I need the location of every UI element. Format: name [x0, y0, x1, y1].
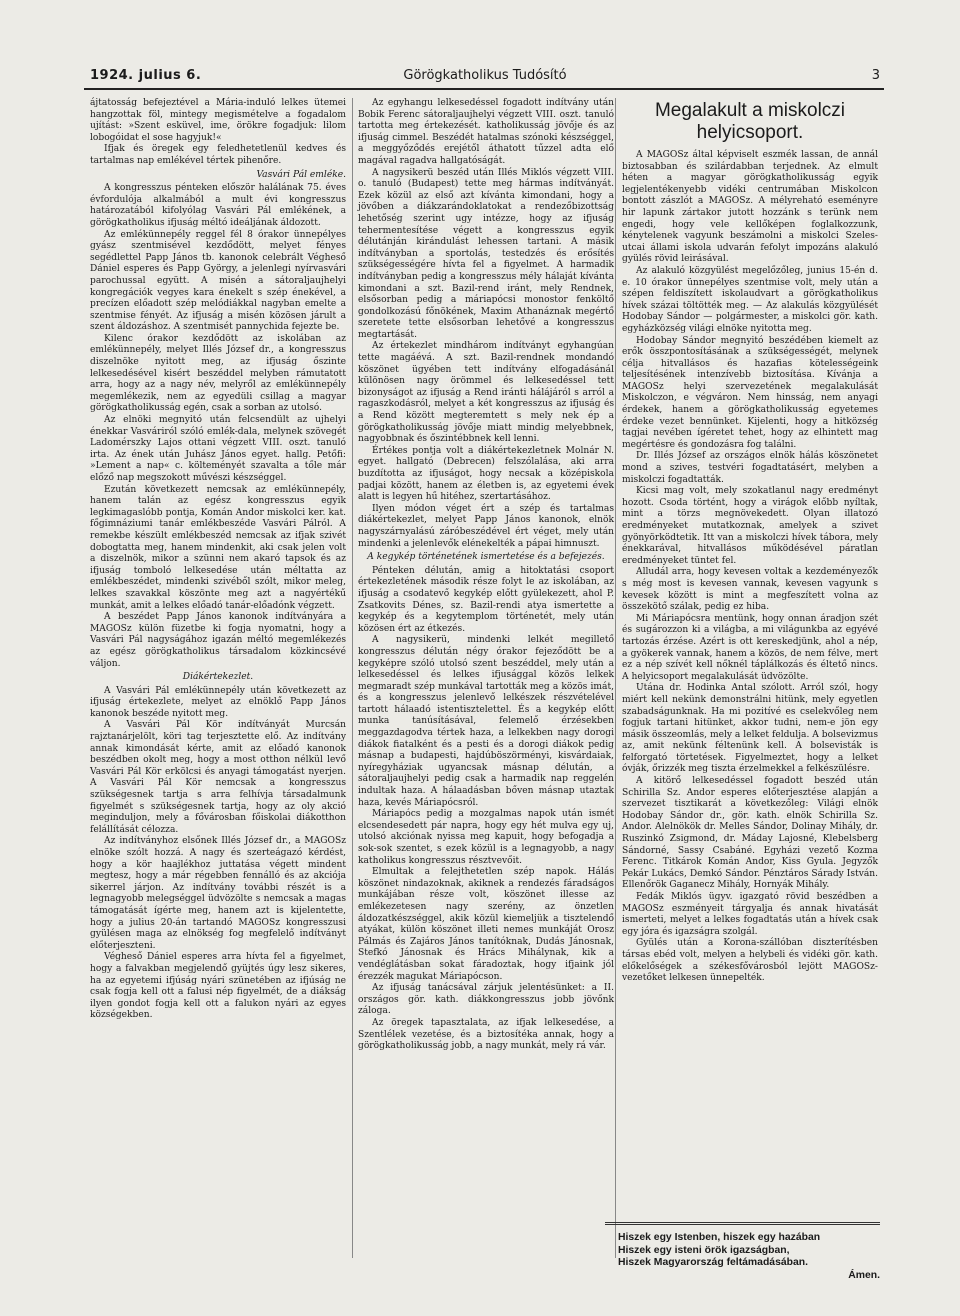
paragraph: Ilyen módon véget ért a szép és tartalmas diákértekezlet, melyet Papp János kanonok, elnök nagyszárnyalású záróbeszédével ért véget, mely után mindenki a jelenlevők elénekelték a pápai himnuszt. — [358, 503, 614, 549]
page-number: 3 — [871, 68, 880, 83]
paragraph: A Vasvári Pál Kör indítványát Murcsán rajztanárjelölt, köri tag terjesztette elő. Az indítvány annak kimondását kérte, amit az előadó kanonok beszédben okolt meg, hogy a most otthon nélkül levő Vasvári Pál Kör erkölcsi és anyagi támogatást nyerjen. A Vasvári Pál Kör nemcsak a kongresszus szükségesnek tartja s arra felhívja társadalmunk figyelmét s szükségesnek tartja, hogy az oly akció meginduljon, mely a fővárosban főiskolai diákotthon felállítását célozza. — [90, 720, 346, 835]
paragraph: Az ifjuság tanácsával zárjuk jelentésünket: a II. országos gör. kath. diákkongresszus jobb jövőnk zálogа. — [358, 983, 614, 1017]
article-headline: Megalakult a miskolczi helyicsoport. — [654, 100, 846, 143]
paragraph: Kicsi mag volt, mely szokatlanul nagy eredményt hozott. Csoda történt, hogy a virágok előbb nyíltak, mint a törzs megnövekedett. Olyan illatozó eredményeket mutatkoznak, amelyek a szivet gyönyörködtetik. Itt van a miskolczi hívek tábora, mely énekkarával, hitvallásos működésével páratlan eredményeket tüntet fel. — [622, 486, 878, 566]
publication-title: Görögkatholikus Tudósító — [403, 68, 567, 83]
paragraph: Értékes pontja volt a diákértekezletnek Molnár N. egyet. hallgató (Debrecen) felszólalása, aki arra buzdította az ifjuságot, hogy necsak a középiskola padjai között, hanem az életben is, az egyetemi évek alatt is legyen hű hitéhez, szertartásához. — [358, 445, 614, 503]
paragraph: Elmultak a felejthetetlen szép napok. Hálás köszönet nindazoknak, akiknek a rendezés fáradságos munkájában része volt, köszönet illesse az emlékezetesen nagy szerény, az önzetlen áldozatkészséggel, akik közül kiemeljük a tisztelendő atyákat, külön köszönet illeti nemes munkáját Orosz Pálmás és Zajáros János tanítóknak, Dudás Jánosnak, Stefkó Jánosnak és Hrács Mihálynak, kik a vendéglátásban sokat fáradoztak, hogy ifjaink jól érezzék magukat Máriapócson. — [358, 867, 614, 982]
section-heading-vasvari: Vasvári Pál emléke. — [256, 169, 346, 180]
paragraph: Pénteken délután, amig a hitoktatási csoport értekezletének második része folyt le az iskolában, az ifjuság a csodatevő kegykép előtt gyülekezett, ahol P. Zsatkovits Dénes, sz. Bazil-rendi atya ismertette a kegykép és a kegytemplom történetét, mely után közösen ért az étkezés. — [358, 565, 614, 634]
creed-divider — [605, 1222, 880, 1225]
issue-date: 1924. julius 6. — [90, 68, 202, 83]
paragraph: A nagysikerü beszéd után Illés Miklós végzett VIII. o. tanuló (Budapest) tette meg hármas indítványát. Ezek közül az első azt kívánta kimondani, hogy a jövőben a diákzarándoklatokat a rendezőbizottság lehetőség szerint ugy intézze, hogy az ifjuság tehermentesítése végett a kongresszus egyik délutánján kirándulást lehessen tartani. A másik indítványban a sportolás, testedzés és erősítés szükségességére hívta fel a figyelmet. A harmadik indítványban pedig a kongresszus mély hálaját kívánta kimondani a szt. Bazil-rend iránt, mely Rendnek, elsősorban pedig a máriapócsi monostor fenköltő gondolkozású főnökének, Maxim Athanáznak megértő szeretete tette elsősorban lehetővé a kongresszus megtartását. — [358, 167, 614, 340]
paragraph: Az alakuló közgyülést megelőzőleg, junius 15-én d. e. 10 órakor ünnepélyes szentmise volt, mely után a szépen feldiszített iskolaudvart a görögkatholikus hívek százai töltötték meg. — Az alakulás közgyülését Hodobay Sándor — polgármester, a miskolci gör. kath. egyházközség világi elnöke nyitotta meg. — [622, 265, 878, 334]
paragraph: A Vasvári Pál emlékünnepély után következett az ifjuság értekezlete, melyet az elnöklő Papp János kanonok beszéde nyitott meg. — [90, 685, 346, 719]
paragraph: Az öregek tapasztalata, az ifjak lelkesedése, a Szentlélek vezetése, és a biztosítéka annak, hogy a görögkatholikusság jobb, a nagy munkát, mely rá vár. — [358, 1017, 614, 1052]
column-1 — [90, 98, 346, 1022]
paragraph: Az indítványhoz elsőnek Illés József dr., a MAGOSz elnöke szólt hozzá. A nagy és szerteágazó kérdést, hogy a kör haajlékhoz juttatása végett mindent megtesz, hogy a már régebben fennálló és az akciója sikerrel járjon. Az indítvány további részét is a legnagyobb melegséggel üdvözölte s nemcsak a magas támogatását ígérte meg, hanem azt is kijelentette, hogy a julius 20-án tartandó MAGOSz kongresszusi gyülésen maga az elnökség fog megfelelő indítványt előterjeszteni. — [90, 836, 346, 951]
column-2 — [358, 98, 614, 1053]
header-rule — [84, 88, 884, 90]
section-heading-kegykep: A kegykép történetének ismertetése és a befejezés. — [367, 552, 605, 563]
creed-line: Hiszek egy isteni örök igazságban, — [618, 1244, 790, 1256]
paragraph: ájtatosság befejeztével a Mária-induló lelkes ütemei hangzottak föl, mintegy megismételve a fogadalom ujítást: »Szent esküvel, ime, örökre fogadjuk: lilom lobogóidat el sose hagyjuk!« — [90, 98, 346, 143]
paragraph: Dr. Illés József az országos elnök hálás köszönetet mond a szives, testvéri fogadtatásért, melyben a miskolczi fogadtatták. — [622, 451, 878, 485]
column-divider — [352, 98, 353, 1258]
paragraph: Hodobay Sándor megnyitó beszédében kiemelt az erők összpontosításának a szükségességét, melynek célja hitvallásos és hazafias kötelességeink teljesítésének intenzívebb biztosítása. Kívánja a MAGOSz helyi szervezetének megalakulását Miskolczon, e végváron. Nem hinsság, nem anyagi érdekek, hanem a görögkatholikusság egyetemes érdeke vezet bennünket. Kijelenti, hogy a hitközség tagjai nevében ígéretet tehet, hogy az elhintett mag megértésre és gondozásra fog találni. — [622, 335, 878, 450]
creed-amen: Ámen. — [848, 1269, 880, 1281]
paragraph: Gyülés után a Korona-szállóban diszterítésben társas ebéd volt, melyen a helybeli és vidéki gör. kath. előkelőségek a székesfővárosból lejött MAGOSz-vezetőket lelkesen ünnepelték. — [622, 938, 878, 984]
paragraph: Utána dr. Hodinka Antal szólott. Arról szól, hogy miért kell nekünk demonstrálni hitünk, mely egyetlen szabadságunknak. Ha mi pozitívé es cselekvőleg nem fogjuk tartani hitünket, akkor tudni, nem-e jön egy másik összeomlás, mely a lelket feldulja. A bolsevizmus az, amit nekünk féltenünk kell. A bolsevisták is felforgató törtetések. Figyelmeztet, hogy a lelket óvják, őrizzék meg tiszta érzelmekkel a felkészülésre. — [622, 683, 878, 775]
paragraph: Az elnöki megnyitó után felcsendült az ujhelyi énekkar Vasváriról szóló emlék-dala, melynek szövegét Ladomérszky Lajos ottani végzett VIII. oszt. tanuló irta. Az ének után Juhász János egyet. hallg. Petőfi: »Lement a nap« c. költeményét szavalta a tőle már előző nap megszokott művészi készséggel. — [90, 415, 346, 483]
column-3 — [622, 98, 878, 985]
paragraph: Az emlékünnepély reggel fél 8 órakor ünnepélyes gyász szentmisével kezdődött, melyet fényes segédlettel Papp János tb. kanonok celebrált Végheső Dániel esperes és Papp György, a jelenlegi nyírvasvári parochussal együtt. A misén a sátoraljaujhelyi kongregációk vegyes kara énekelt s szép énekével, a precízen előadott szép melódiákkal nagyban emelte a szentmise fényét. Az ifjuság a misén közösen járult a szent áldozáshoz. A szentmisét pannychida fejezte be. — [90, 229, 346, 333]
paragraph: Alludál arra, hogy kevesen voltak a kezdeményezők s még most is kevesen vannak, kevesen vagyunk s kevesek között is mint a megfeszített volna az összekötő szálak, pedig ez hiba. — [622, 567, 878, 613]
paragraph: A kongresszus pénteken először halálának 75. éves évfordulója alkalmából a mult évi kongresszus határozatából kifolyólag Vasvári Pál emlékének, a görögkatholikus ifjuság méltó ideáljának áldozott. — [90, 183, 346, 228]
paragraph: A nagysikerü, mindenki lelkét megillető kongresszus délután négy órakor fejeződött be a kegyképre szóló utolsó szent beszéddel, mely után a lelkesedéssel és lelkes ifjusággal közös lelkek megmaradt szép munkával tartották meg a közös imát, és a kongresszus jelenlevő lelkészek részvételével tartott hálaadó istentisztelettel. És a kegykép előtt munka tanúsításával, felemelő érzésekben meggazdagodva tértek haza, a lelkekben nagy dorogi diákok fiatalként és a pesti és a dorogi diákok pedig másnap a budapesti, hajdúböszörményi, kisvárdaiak, nyíregyháziak ugyancsak másnap délután, a sátoraljaujhelyi pedig csak a harmadik nap reggelén indultak haza. A hálaadásban bőven másnap utaztak haza, kevés Máriapócsról. — [358, 635, 614, 808]
column-divider — [615, 98, 616, 1258]
paragraph: Ezután következett nemcsak az emlékünnepély, hanem talán az egész kongresszus egyik legkimagaslóbb pontja, Komán Andor miskolci ker. kat. főgimnáziumi tanár emlékbeszéde Vasvári Pálról. A remekbe készült emlékbeszéd nemcsak az ifjak szivét dobogtatta meg, hanem mindenkit, aki csak jelen volt a diszelnök, mikor a szünni nem akaró tapsok és az ifjuság tomboló lelkesedése után méltatta az emlékbeszédet, mindenki szivéből szólt, mikor meleg, lelkes szavakkal köszönte meg azt a nagyértékű munkát, amit a lelkes előadó tanár-előadónk végzett. — [90, 484, 346, 611]
page-header — [90, 66, 880, 88]
paragraph: A MAGOSz által képviselt eszmék lassan, de annál biztosabban és szilárdabban terjednek. Az elmult héten a magyar görögkatholikusság egyik legjelentékenyebb vidéki centrumában Miskolcon bontott zászlót a MAGOSz. A mélyreható eseményre hir lapunk zártakor jutott hozzánk s terünk nem engedi, hogy vele kellőképen foglalkozzunk, kénytelenek vagyunk beszámolni a miskolci Szeles-utcai állami iskola udvarán fefolyt impozáns alakuló gyülés rövid leirásával. — [622, 150, 878, 265]
hungarian-creed — [618, 1232, 880, 1282]
creed-line: Hiszek egy Istenben, hiszek egy hazában — [618, 1232, 821, 1243]
paragraph: A kitörő lelkesedéssel fogadott beszéd után Schirilla Sz. Andor esperes előterjesztése alapján a szervezet tisztikarát a következőleg: Világi elnök Hodobay Sándor dr., gör. kath. elnök Schirilla Sz. Andor. Alelnökök dr. Melles Sándor, Dolinay Mihály, dr. Ruszinkó Zsigmond, dr. Máday Lajosné, Klebelsberg Sándorné, Sassy Csabáné. Egyházi vezető Kozma Ferenc. Titkárok Komán Andor, Kiss Gyula. Jegyzők Pekár Lukács, Demkó Sándor. Pénztáros Sárady István. Ellenőrök Gaganecz Mihály, Hornyák Mihály. — [622, 776, 878, 891]
paragraph: Végheső Dániel esperes arra hívta fel a figyelmet, hogy a falvakban megjelendő gyüjtés úgy lesz sikeres, ha az egyetemi ifjúság nyári szünetében az ifjúság ne csak fogja kell ott a falusi nép figyelmét, de a diákság ilyen gondot fogja kell ott a falukon nyári az egyes községekben. — [90, 952, 346, 1021]
paragraph: Máriapócs pedig a mozgalmas napok után ismét elcsendesedett pár napra, hogy egy hét mulva egy uj, utolsó akciónak nyissa meg kapuit, hogy befogadja a sok-sok szentet, s ezek közül is a legnagyobb, a nagy katholikus kongresszus résztvevőit. — [358, 809, 614, 866]
paragraph: A beszédet Papp János kanonok indítványára a MAGOSz külön füzetbe ki fogja nyomatni, hogy a Vasvári Pál nagyságához igazán méltó megemlékezés az egész görögkatholikus társadalom közkincsévé váljon. — [90, 612, 346, 669]
paragraph: Az egyhangu lelkesedéssel fogadott indítvány után Bobik Ferenc sátoraljaujhelyi végzett VIII. oszt. tanuló tartotta meg értekezését. katholikusság jövője és az ifjuság cimmel. Beszédét hatalmas szónoki készséggel, a meggyőződés erejétől áthatott tűzzel adta elő magával ragadva hallgatóságát. — [358, 98, 614, 166]
paragraph: Mi Máriapócsra mentünk, hogy onnan áradjon szét és sugározzon ki a világba, a mi világunkba az egyévé tartozás érzése. Azért is ott kereskedjünk, ahol a nép, a gyökerek vannak, hanem a közös, de nem félve, mert ez a nép szívét kell nőknél táplálkozás és éltető nincs. A helyicsoport megalakulását üdvözölte. — [622, 613, 878, 682]
paragraph: Ifjak és öregek egy feledhetetlenül kedves és tartalmas nap emlékével tértek pihenőre. — [90, 144, 346, 166]
paragraph: Fedák Miklós ügyv. igazgató rövid beszédben a MAGOSz eszményeit tárgyalja és annak hivatását ismerteti, melyet a lelkes fogadtatás után a hívek csak egy jóra és igazságra szolgál. — [622, 892, 878, 937]
paragraph: Az értekezlet mindhárom indítványt egyhangúan tette magáévá. A szt. Bazil-rendnek mondandó köszönet ügyében tett indítvány elfogadásánál különösen nagy örömmel és lelkesedéssel tett bizonyságot az ifjuság a Rend iránti hálájáról s arról a ragaszkodásról, melyet a két kongresszus az ifjuság és a Rend között megteremtett s mely nek ép a görögkatholikusság jövője miatt mindig melyebbnek, nagyobbnak és őszintébbnek kell lenni. — [358, 341, 614, 445]
paragraph: Kilenc órakor kezdődött az iskolában az emlékünnepély, melyet Illés József dr., a kongresszus diszelnöke nyitott meg, az ifjuság őszinte lelkesedésével kisért beszéddel melyben rámutatott arra, hogy az a nagy név, melyről az emlékünnepély megemlékezik, nem az egyedüli csillag a magyar görögkatholikusság egén, csak a sorban az utolsó. — [90, 333, 346, 414]
creed-line: Hiszek Magyarország feltámadásában. — [618, 1257, 808, 1269]
section-heading-diakertekezlet: Diákértekezlet. — [182, 672, 254, 683]
